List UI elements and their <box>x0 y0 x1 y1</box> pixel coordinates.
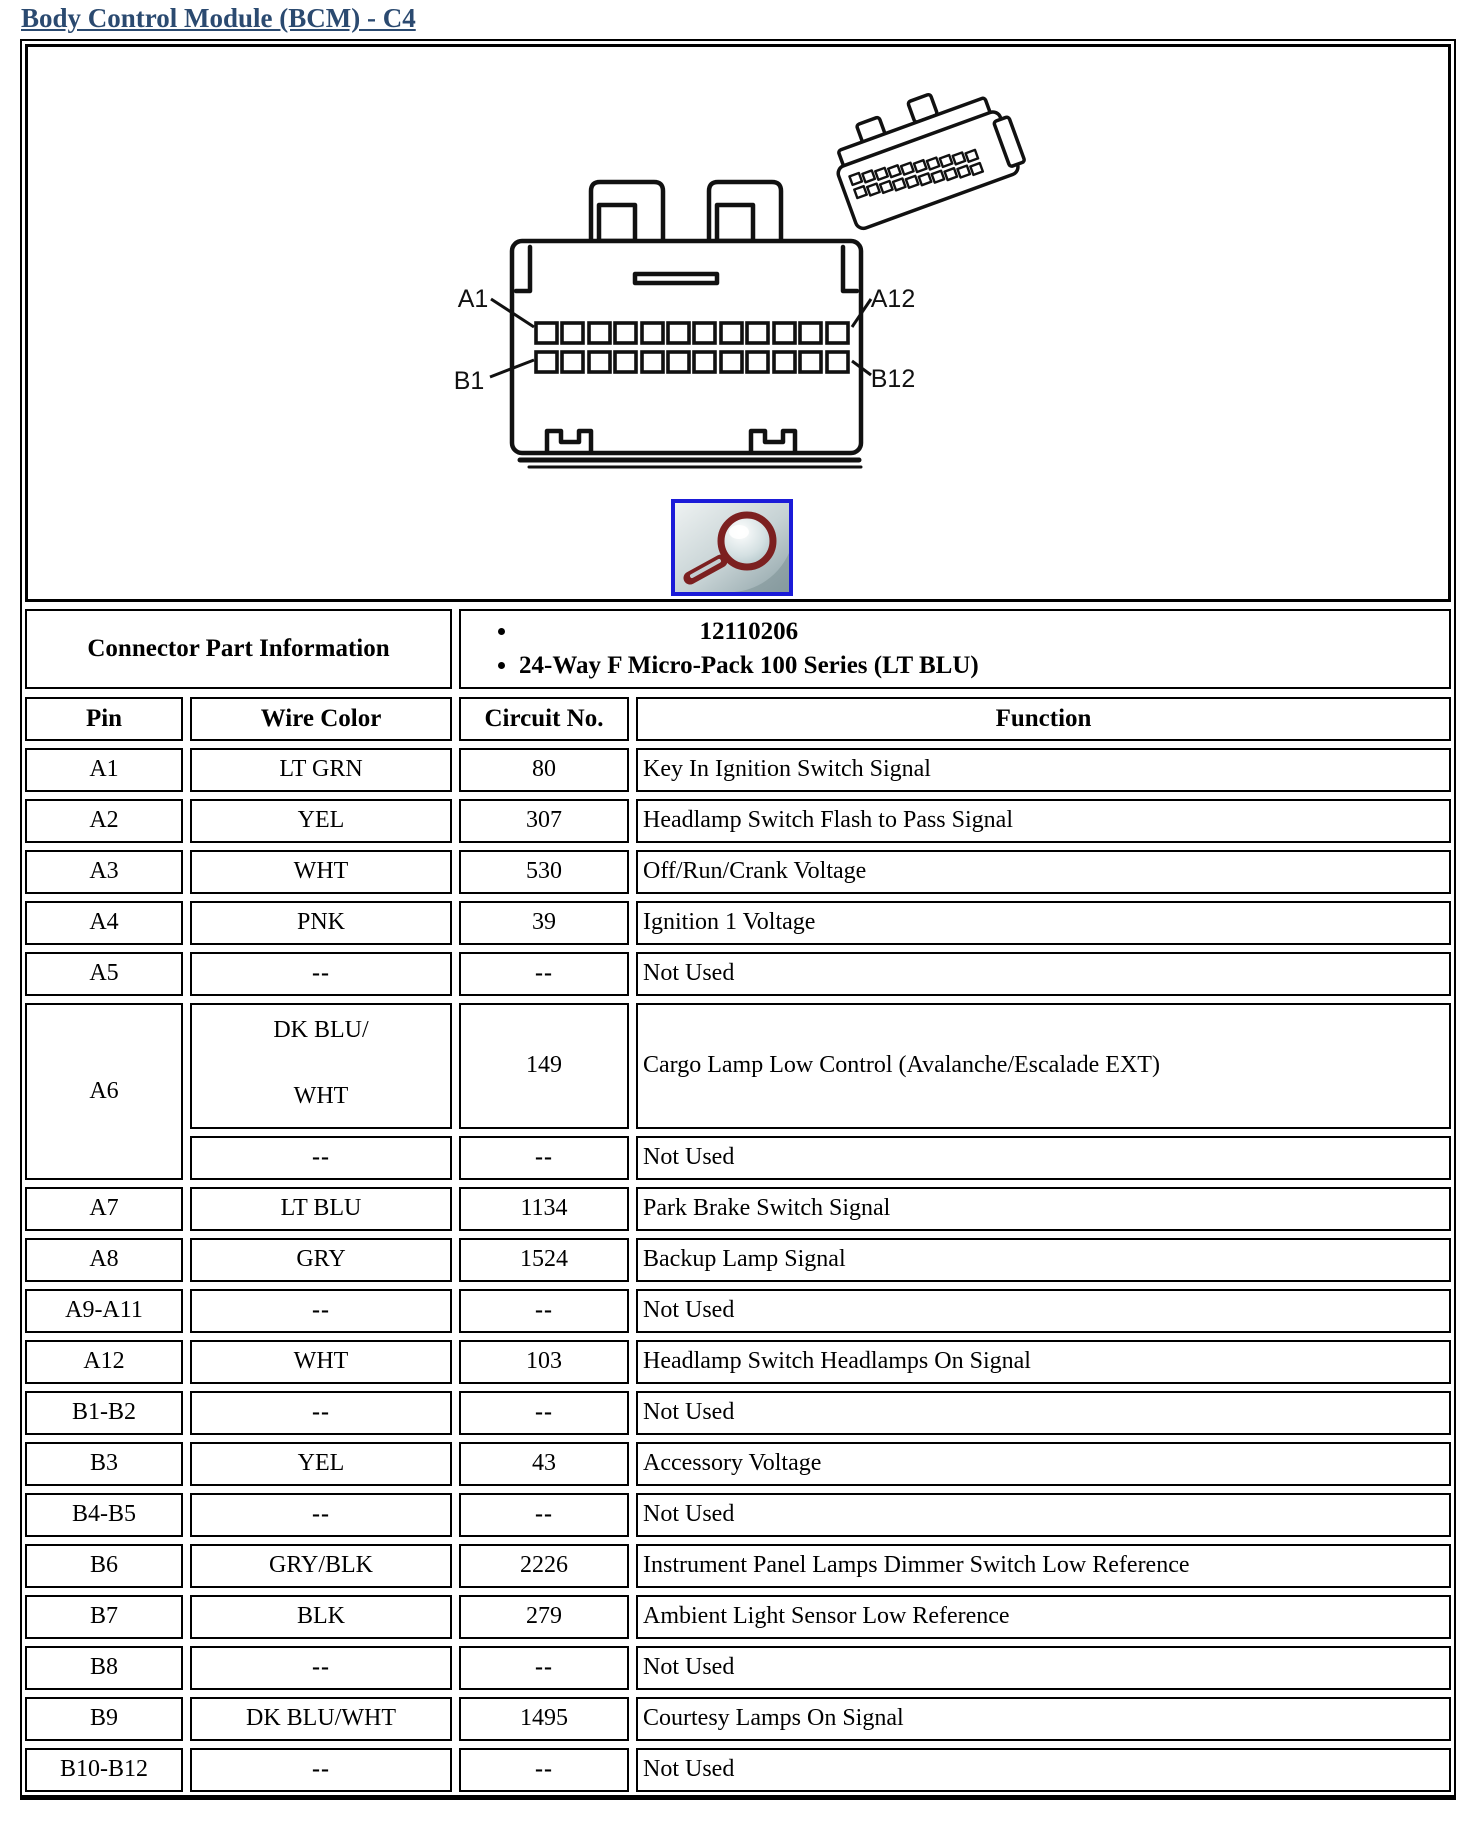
function-cell: Courtesy Lamps On Signal <box>636 1697 1451 1741</box>
circuit-cell: 1524 <box>459 1238 629 1282</box>
circuit-cell: -- <box>459 1391 629 1435</box>
wire-color-cell: LT GRN <box>190 748 452 792</box>
pin-label-b1: B1 <box>453 367 485 395</box>
circuit-cell: -- <box>459 1289 629 1333</box>
table-row <box>25 1697 1451 1741</box>
connector-diagram <box>393 81 1043 473</box>
wire-color-cell: DK BLU/WHT <box>190 1697 452 1741</box>
function-cell: Ignition 1 Voltage <box>636 901 1451 945</box>
function-cell: Backup Lamp Signal <box>636 1238 1451 1282</box>
connector-image-section <box>25 44 1451 602</box>
wire-color-line1: DK BLU/ <box>273 1017 369 1043</box>
circuit-cell: -- <box>459 1646 629 1690</box>
magnifier-icon <box>675 503 789 592</box>
page-title-link[interactable]: Body Control Module (BCM) - C4 <box>21 3 416 33</box>
function-cell: Not Used <box>636 1289 1451 1333</box>
table-row <box>25 1493 1451 1537</box>
table-row <box>25 952 1451 996</box>
header-circuit-no: Circuit No. <box>459 697 629 741</box>
table-row <box>25 1238 1451 1282</box>
table-row <box>25 799 1451 843</box>
pin-cell: A1 <box>25 748 183 792</box>
circuit-cell: 149 <box>459 1003 629 1129</box>
table-row <box>25 1748 1451 1792</box>
wire-color-cell: -- <box>190 952 452 996</box>
wire-color-cell: YEL <box>190 1442 452 1486</box>
pin-cell: A5 <box>25 952 183 996</box>
circuit-cell: 530 <box>459 850 629 894</box>
function-cell: Ambient Light Sensor Low Reference <box>636 1595 1451 1639</box>
wire-color-cell: -- <box>190 1493 452 1537</box>
wire-color-cell: -- <box>190 1136 452 1180</box>
table-row <box>25 1595 1451 1639</box>
circuit-cell: -- <box>459 1136 629 1180</box>
wire-color-cell: LT BLU <box>190 1187 452 1231</box>
table-row <box>25 1442 1451 1486</box>
function-cell: Accessory Voltage <box>636 1442 1451 1486</box>
connector-info-table <box>20 39 1456 1800</box>
circuit-cell: 279 <box>459 1595 629 1639</box>
table-row-a6 <box>25 1003 1451 1180</box>
wire-color-cell: YEL <box>190 799 452 843</box>
header-wire-color: Wire Color <box>190 697 452 741</box>
part-info-label: Connector Part Information <box>25 609 452 689</box>
function-cell: Park Brake Switch Signal <box>636 1187 1451 1231</box>
pin-cell: A7 <box>25 1187 183 1231</box>
circuit-cell: 1134 <box>459 1187 629 1231</box>
circuit-cell: -- <box>459 1748 629 1792</box>
circuit-cell: 2226 <box>459 1544 629 1588</box>
pin-label-b12: B12 <box>870 365 916 393</box>
function-cell: Headlamp Switch Headlamps On Signal <box>636 1340 1451 1384</box>
wire-color-cell: GRY/BLK <box>190 1544 452 1588</box>
pin-cell: A8 <box>25 1238 183 1282</box>
function-cell: Not Used <box>636 1748 1451 1792</box>
circuit-cell: 307 <box>459 799 629 843</box>
pin-cell: B4-B5 <box>25 1493 183 1537</box>
pin-cell: A12 <box>25 1340 183 1384</box>
function-cell: Instrument Panel Lamps Dimmer Switch Low Reference <box>636 1544 1451 1588</box>
circuit-cell: -- <box>459 1493 629 1537</box>
wire-color-cell: WHT <box>190 1340 452 1384</box>
function-cell: Not Used <box>636 1391 1451 1435</box>
function-cell: Off/Run/Crank Voltage <box>636 850 1451 894</box>
wire-color-cell: WHT <box>190 850 452 894</box>
table-row <box>25 1187 1451 1231</box>
wire-color-cell: GRY <box>190 1238 452 1282</box>
pin-cell: B6 <box>25 1544 183 1588</box>
connector-iso-view <box>823 81 1028 231</box>
wire-color-cell: PNK <box>190 901 452 945</box>
table-row <box>25 1391 1451 1435</box>
function-cell: Not Used <box>636 952 1451 996</box>
table-row <box>25 1340 1451 1384</box>
table-row <box>25 1646 1451 1690</box>
pin-cell: B7 <box>25 1595 183 1639</box>
pin-cell: B9 <box>25 1697 183 1741</box>
pin-cell: B3 <box>25 1442 183 1486</box>
pin-label-a12: A12 <box>870 285 916 313</box>
pin-cell: A4 <box>25 901 183 945</box>
pin-cell: A9-A11 <box>25 1289 183 1333</box>
part-info-list <box>461 613 979 686</box>
function-cell: Key In Ignition Switch Signal <box>636 748 1451 792</box>
zoom-button[interactable] <box>671 499 793 596</box>
function-cell: Cargo Lamp Low Control (Avalanche/Escalade EXT) <box>636 1003 1451 1129</box>
wire-color-line2: WHT <box>293 1083 349 1110</box>
part-info-item: • 12110206 <box>519 618 979 647</box>
circuit-cell: -- <box>459 952 629 996</box>
pin-cell: B8 <box>25 1646 183 1690</box>
circuit-cell: 103 <box>459 1340 629 1384</box>
table-row <box>25 748 1451 792</box>
pin-cell: A3 <box>25 850 183 894</box>
function-cell: Not Used <box>636 1493 1451 1537</box>
header-function: Function <box>636 697 1451 741</box>
function-cell: Not Used <box>636 1136 1451 1180</box>
wire-color-cell: -- <box>190 1289 452 1333</box>
wire-color-cell: -- <box>190 1391 452 1435</box>
circuit-cell: 80 <box>459 748 629 792</box>
table-row <box>25 850 1451 894</box>
part-info-row <box>25 609 1451 689</box>
pin-cell: A2 <box>25 799 183 843</box>
part-info-values <box>459 609 1451 689</box>
circuit-cell: 39 <box>459 901 629 945</box>
table-row <box>25 901 1451 945</box>
function-cell: Not Used <box>636 1646 1451 1690</box>
pin-label-a1: A1 <box>457 285 489 313</box>
table-header-row <box>25 697 1451 741</box>
circuit-cell: 43 <box>459 1442 629 1486</box>
table-row <box>25 1544 1451 1588</box>
wire-color-cell: BLK <box>190 1595 452 1639</box>
part-info-item: • 24-Way F Micro-Pack 100 Series (LT BLU) <box>519 652 979 681</box>
circuit-cell: 1495 <box>459 1697 629 1741</box>
header-pin: Pin <box>25 697 183 741</box>
wire-color-cell <box>190 1003 452 1129</box>
pin-cell: B1-B2 <box>25 1391 183 1435</box>
function-cell: Headlamp Switch Flash to Pass Signal <box>636 799 1451 843</box>
wire-color-cell: -- <box>190 1748 452 1792</box>
pin-cell: A6 <box>25 1003 183 1180</box>
wire-color-cell: -- <box>190 1646 452 1690</box>
pin-cell: B10-B12 <box>25 1748 183 1792</box>
table-row <box>25 1289 1451 1333</box>
